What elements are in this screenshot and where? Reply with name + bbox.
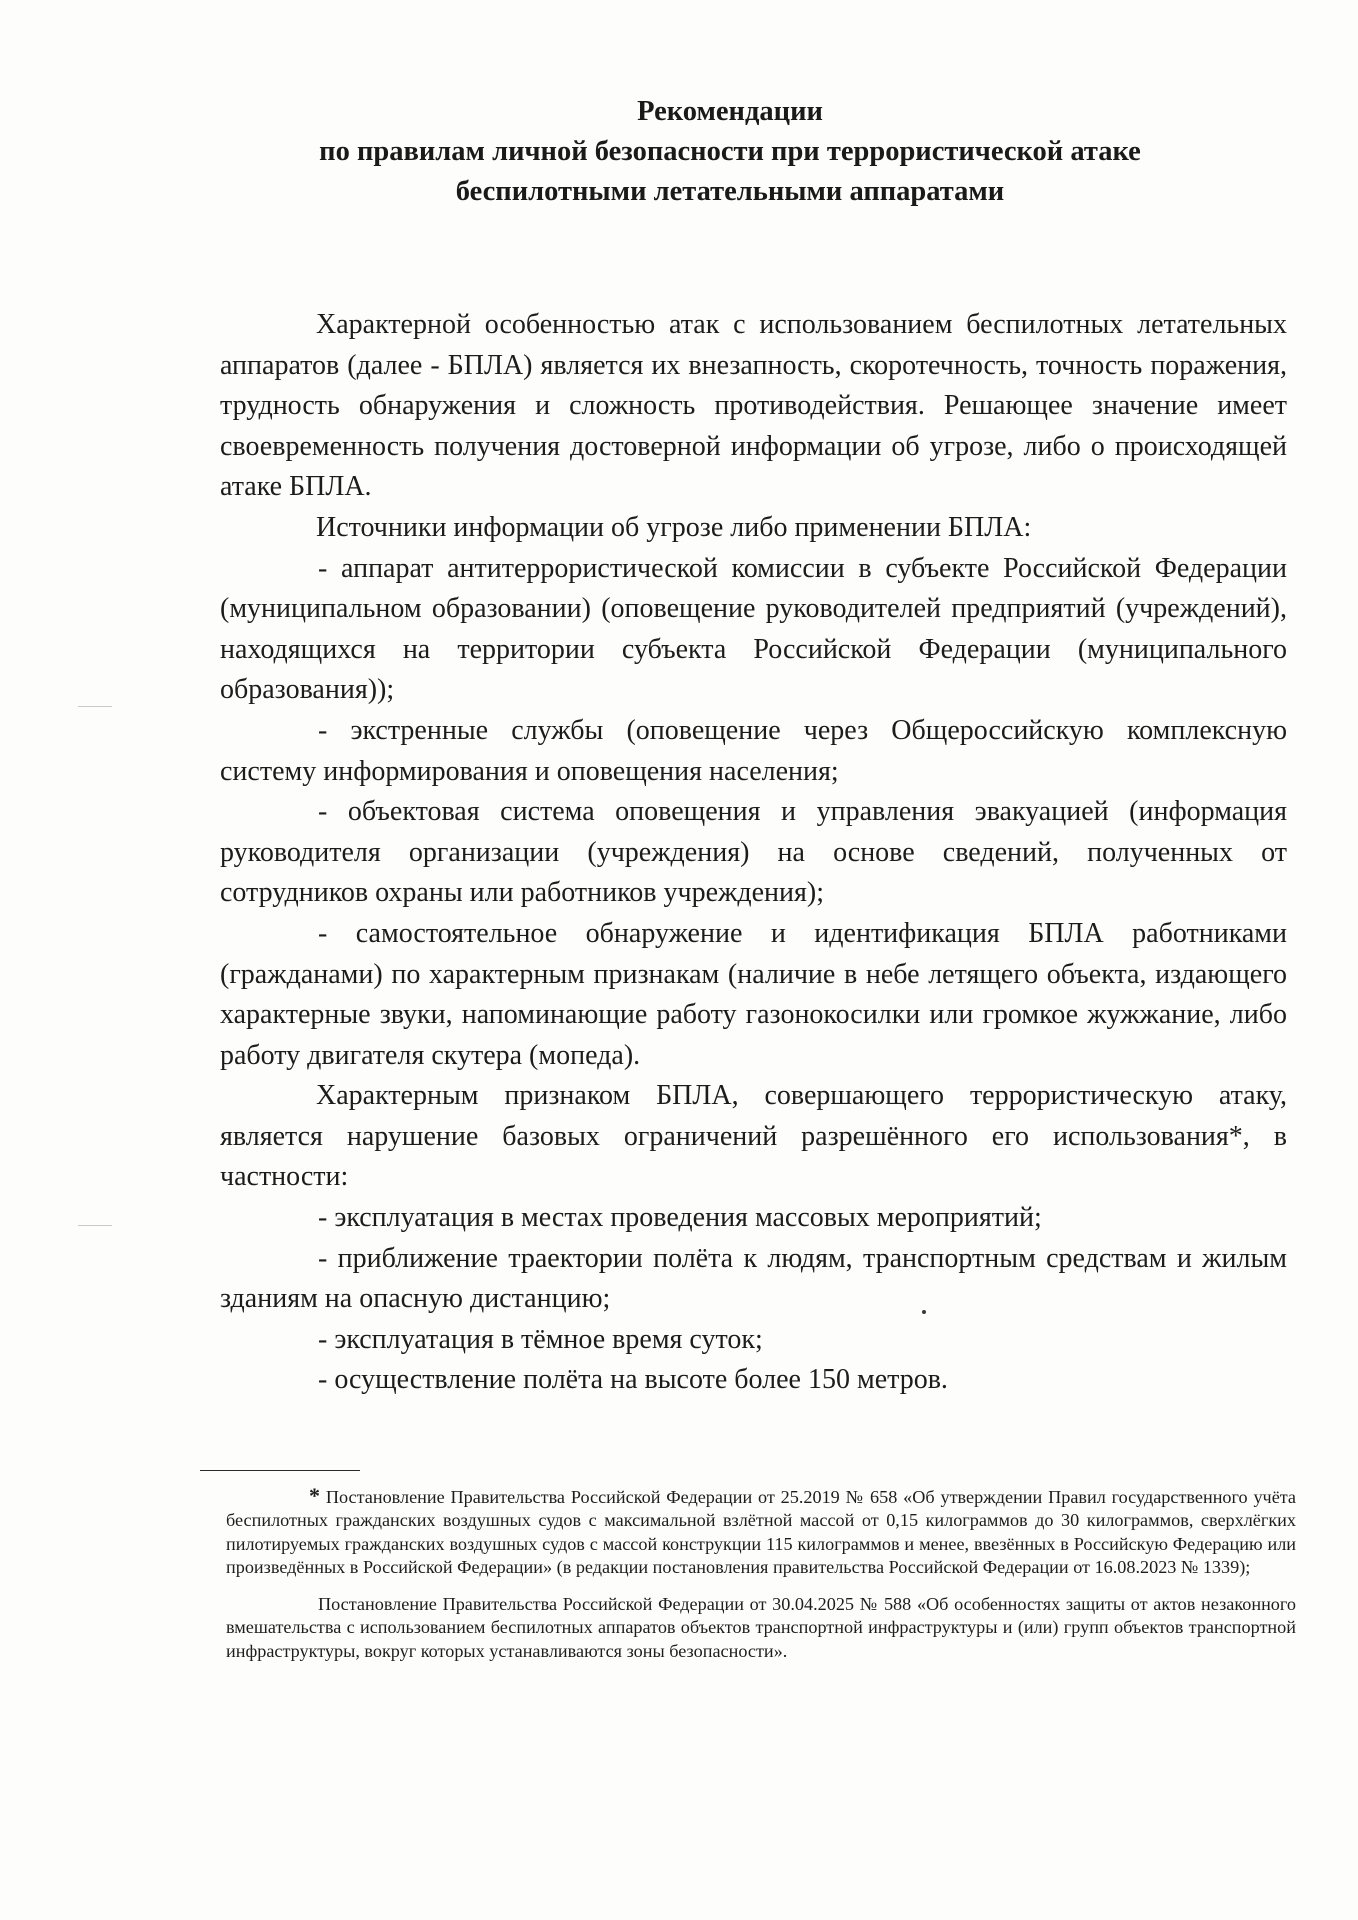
list-item-self-detection: - самостоятельное обнаружение и идентификация БПЛА работниками (гражданами) по характерным признакам (наличие в небе летящего объекта, издающего характерные звуки, напоминающие работу газонокосилки или громкое жужжание, либо работу двигателя скутера (мопеда). — [220, 917, 1287, 1071]
scan-edge-mark — [78, 1225, 112, 1226]
footnote-first-text: Постановление Правительства Российской Федерации от 25.2019 № 658 «Об утверждении Правил государственного учёта беспилотных гражданских воздушных судов с максимальной взлётной массой от 0,15 килограммов до 30 килограммов, сверхлёгких пилотируемых гражданских воздушных судов с массой конструкции 115 килограммов и менее, ввезённых в Российскую Федерацию или произведённых в Российской Федерации» (в редакции постановления правительства Российской Федерации от 16.08.2023 № 1339); — [226, 1487, 1297, 1577]
footnotes — [226, 1484, 1296, 1663]
footnote-star: * — [309, 1483, 320, 1508]
list-item-night: - эксплуатация в тёмное время суток; — [318, 1323, 763, 1355]
scan-edge-mark — [78, 706, 112, 707]
title-line-3: беспилотными летательными аппаратами — [455, 176, 1005, 207]
list-item-object-system: - объектовая система оповещения и управления эвакуацией (информация руководителя организации (учреждения) на основе сведений, полученных от сотрудников охраны или работников учреждения); — [220, 796, 1287, 909]
footnote-second: Постановление Правительства Российской Федерации от 30.04.2025 № 588 «Об особенностях защиты от актов незаконного вмешательства с использованием беспилотных аппаратов объектов транспортной инфраструктуры и (или) групп объектов транспортной инфраструктуры, вокруг которых устанавливаются зоны безопасности». — [226, 1594, 1296, 1661]
list-item-altitude: - осуществление полёта на высоте более 150 метров. — [318, 1364, 948, 1396]
paragraph-characteristic: Характерным признаком БПЛА, совершающего террористическую атаку, является нарушение базовых ограничений разрешённого его использования*, в частности: — [220, 1080, 1287, 1193]
title-line-1: Рекомендации — [637, 96, 823, 127]
list-item-approach: - приближение траектории полёта к людям, транспортным средствам и жилым зданиям на опасную дистанцию; — [220, 1242, 1287, 1315]
scan-dot — [922, 1310, 926, 1314]
title-line-2: по правилам личной безопасности при террористической атаке — [319, 136, 1141, 167]
list-item-atc: - аппарат антитеррористической комиссии в субъекте Российской Федерации (муниципальном образовании) (оповещение руководителей предприятий (учреждений), находящихся на территории субъекта Российской Федерации (муниципального образования)); — [220, 552, 1287, 706]
footnote-separator — [200, 1470, 360, 1471]
document-title — [200, 92, 1260, 212]
footnote-first — [226, 1484, 1296, 1579]
document-body — [220, 305, 1287, 1401]
list-item-emergency: - экстренные службы (оповещение через Общероссийскую комплексную систему информирования и оповещения населения; — [220, 714, 1287, 787]
paragraph-intro: Характерной особенностью атак с использованием беспилотных летательных аппаратов (далее - БПЛА) является их внезапность, скоротечность, точность поражения, трудность обнаружения и сложность противодействия. Решающее значение имеет своевременность получения достоверной информации об угрозе, либо о происходящей атаке БПЛА. — [220, 309, 1287, 503]
list-item-mass-events: - эксплуатация в местах проведения массовых мероприятий; — [318, 1202, 1042, 1234]
paragraph-sources-heading: Источники информации об угрозе либо применении БПЛА: — [316, 511, 1032, 543]
